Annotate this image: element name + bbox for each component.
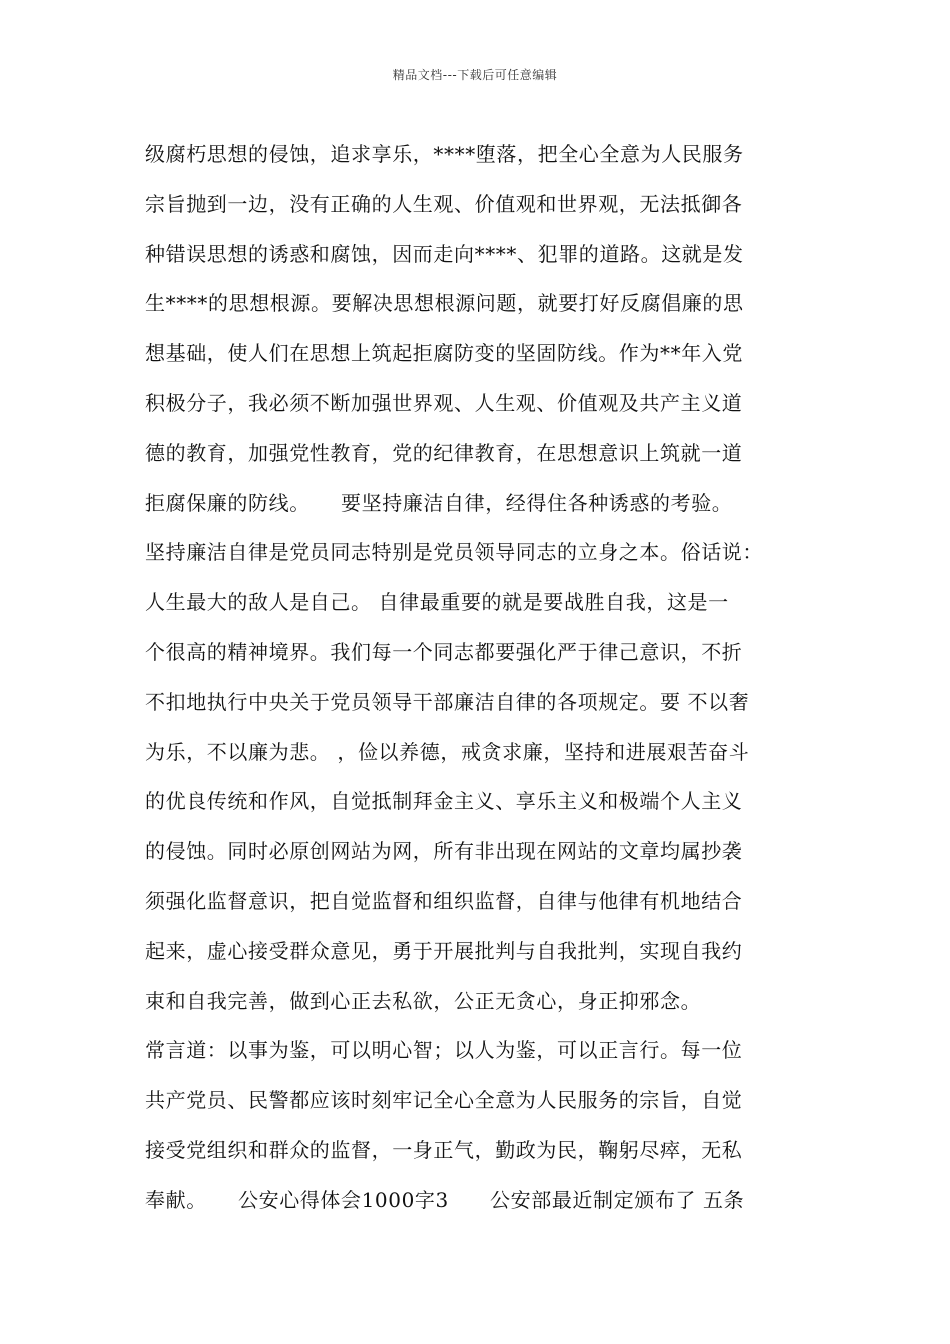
- text-line: 宗旨抛到一边，没有正确的人生观、价值观和世界观，无法抵御各: [145, 191, 743, 216]
- text-line: 人生最大的敌人是自己。 自律最重要的就是要战胜自我，这是一: [145, 590, 729, 615]
- text-line: 拒腐保廉的防线。 要坚持廉洁自律，经得住各种诱惑的考验。: [145, 490, 733, 515]
- text-line: 的优良传统和作风，自觉抵制拜金主义、享乐主义和极端个人主义: [145, 789, 743, 814]
- text-line: 德的教育，加强党性教育，党的纪律教育，在思想意识上筑就一道: [145, 440, 743, 465]
- text-line: 接受党组织和群众的监督，一身正气，勤政为民，鞠躬尽瘁，无私: [145, 1137, 743, 1162]
- text-line: 生****的思想根源。要解决思想根源问题，就要打好反腐倡廉的思: [145, 291, 744, 316]
- page-header: 精品文档---下载后可任意编辑: [392, 68, 558, 82]
- text-line: 起来，虚心接受群众意见，勇于开展批判与自我批判，实现自我约: [145, 938, 743, 963]
- text-line: 共产党员、民警都应该时刻牢记全心全意为人民服务的宗旨，自觉: [145, 1088, 743, 1113]
- document-body: [145, 130, 825, 1226]
- text-line: 奉献。 公安心得体会1000字3 公安部最近制定颁布了 五条: [145, 1187, 745, 1212]
- text-line: 常言道：以事为鉴，可以明心智；以人为鉴，可以正言行。每一位: [145, 1038, 743, 1063]
- text-line: 个很高的精神境界。我们每一个同志都要强化严于律己意识，不折: [145, 639, 743, 664]
- text-line: 的侵蚀。同时必原创网站为网，所有非出现在网站的文章均属抄袭: [145, 839, 743, 864]
- text-line: 束和自我完善，做到心正去私欲，公正无贪心，身正抑邪念。: [145, 988, 702, 1013]
- text-line: 种错误思想的诱惑和腐蚀，因而走向****、犯罪的道路。这就是发: [145, 241, 744, 266]
- text-line: 坚持廉洁自律是党员同志特别是党员领导同志的立身之本。俗话说：: [145, 540, 763, 565]
- text-line: 积极分子，我必须不断加强世界观、人生观、价值观及共产主义道: [145, 390, 743, 415]
- text-line: 不扣地执行中央关于党员领导干部廉洁自律的各项规定。要 不以奢: [145, 689, 750, 714]
- text-line: 须强化监督意识，把自觉监督和组织监督，自律与他律有机地结合: [145, 888, 743, 913]
- text-line: 为乐，不以廉为悲。 ，俭以养德，戒贪求廉，坚持和进展艰苦奋斗: [145, 739, 750, 764]
- text-line: 想基础，使人们在思想上筑起拒腐防变的坚固防线。作为**年入党: [145, 341, 743, 366]
- text-line: 级腐朽思想的侵蚀，追求享乐，****堕落，把全心全意为人民服务: [145, 142, 744, 166]
